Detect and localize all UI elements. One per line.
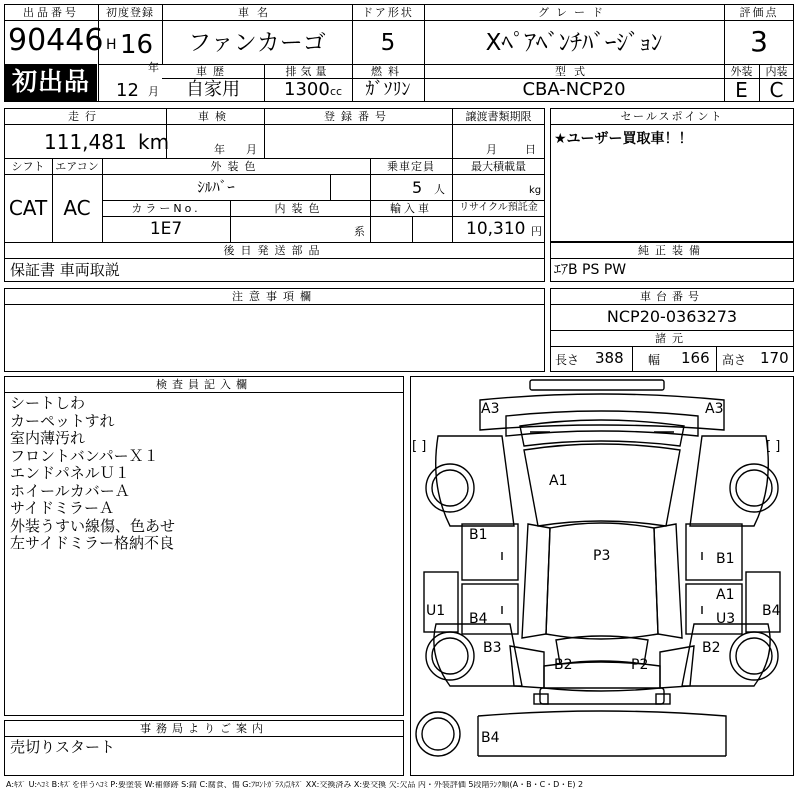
inspector-note: 外装うすい線傷、色あせ	[10, 516, 176, 535]
first-registration-label: 初度登録	[106, 6, 154, 19]
score: 3	[750, 25, 768, 58]
mark-u1: U1	[426, 603, 446, 619]
inspector-note: シートしわ	[10, 394, 86, 412]
mark-a3-right: A3	[705, 401, 724, 417]
door-label: ドア形状	[362, 6, 414, 19]
inspection-year-unit: 年	[214, 143, 225, 156]
inspector-note: 左サイドミラー格納不良	[10, 534, 174, 552]
inspector-note: カーペットすれ	[10, 411, 115, 430]
inspector-note: サイドミラーＡ	[10, 499, 114, 517]
color-number: 1E7	[149, 219, 183, 239]
reg-month-unit: 月	[148, 85, 159, 98]
mileage-unit: km	[138, 130, 170, 154]
chassis-label: 車台番号	[640, 290, 704, 303]
capacity: 5	[412, 178, 423, 197]
car-name-label: 車名	[238, 6, 276, 19]
color-label: 外装色	[210, 160, 262, 173]
recycle-fee: 10,310	[466, 219, 526, 239]
grade: Xﾍﾟｱﾍﾞﾝﾁﾊﾞｰｼﾞｮﾝ	[485, 30, 663, 56]
interior-color-unit: 系	[354, 225, 365, 238]
mark-b4-right: B4	[762, 603, 781, 619]
notes-label: 注意事項欄	[232, 290, 317, 303]
reg-year-unit: 年	[148, 61, 159, 74]
dimensions-label: 諸元	[655, 332, 689, 345]
model-label: 型式	[555, 65, 593, 78]
chassis-number: NCP20-0363273	[606, 307, 738, 326]
accessories: 保証書 車両取説	[10, 261, 120, 279]
interior-color-label: 内装色	[274, 202, 326, 215]
ext-grade: E	[735, 78, 748, 102]
equipment-label: 純正装備	[638, 244, 706, 257]
width: 166	[681, 349, 710, 367]
first-listing-text: 初出品	[11, 67, 90, 96]
lot-number-label: 出品番号	[23, 6, 79, 19]
model: CBA-NCP20	[522, 79, 626, 100]
equipment: ｴｱB PS PW	[554, 262, 627, 278]
car-name: ファンカーゴ	[188, 30, 326, 56]
lot-number: 90446	[8, 23, 104, 58]
mark-b2-left: B2	[554, 657, 573, 673]
recycle-label: リサイクル預託金	[459, 202, 538, 213]
mark-a1-top: A1	[549, 473, 568, 489]
inspector-notes-list	[10, 396, 400, 554]
mark-a1-right: A1	[716, 587, 735, 603]
color-number-label: カラーNo.	[131, 202, 201, 215]
displacement-unit: cc	[330, 85, 343, 98]
mark-p2: P2	[631, 657, 649, 673]
mark-u3: U3	[716, 611, 736, 627]
length-label: 長さ	[555, 353, 580, 367]
car-outline-diagram	[410, 376, 794, 776]
bracket-left: [ ]	[412, 439, 427, 454]
int-grade: C	[769, 78, 784, 102]
history-label: 車歴	[196, 65, 230, 78]
mark-b2-right: B2	[702, 640, 721, 656]
fuel-label: 燃料	[371, 65, 405, 78]
mark-b4-left: B4	[469, 611, 488, 627]
mark-a3-left: A3	[481, 401, 500, 417]
shift: CAT	[8, 196, 48, 220]
transfer-day-unit: 日	[525, 143, 536, 156]
int-grade-label: 内装	[765, 65, 788, 78]
mileage: 111,481	[44, 130, 127, 154]
history: 自家用	[186, 79, 240, 100]
ac: AC	[63, 196, 91, 220]
recycle-unit: 円	[531, 225, 542, 238]
sales-point: ★ユーザー買取車！！	[554, 131, 693, 147]
inspector-note: ホイールカバーＡ	[10, 481, 130, 500]
score-label: 評価点	[739, 6, 779, 19]
grade-label: グレード	[538, 6, 610, 19]
inspector-note: フロントバンパーＸ１	[10, 446, 159, 465]
bracket-right: [ ]	[766, 439, 781, 454]
office-label: 事務局よりご案内	[140, 722, 268, 735]
doors: 5	[380, 30, 396, 56]
accessories-label: 後日発送部品	[223, 244, 326, 257]
fuel: ｶﾞｿﾘﾝ	[365, 79, 411, 100]
capacity-label: 乗車定員	[387, 160, 435, 173]
mark-b1-left: B1	[469, 527, 488, 543]
inspector-label: 検査員記入欄	[156, 378, 252, 391]
mark-b1-right: B1	[716, 551, 735, 567]
max-load-unit: kg	[529, 185, 542, 196]
mark-b3: B3	[483, 640, 502, 656]
shift-label: シフト	[11, 160, 45, 173]
inspection-label: 車検	[198, 110, 232, 123]
max-load-label: 最大積載量	[471, 160, 526, 173]
exterior-color: ｼﾙﾊﾞｰ	[197, 178, 235, 196]
displacement-label: 排気量	[285, 65, 331, 78]
reg-number-label: 登録番号	[324, 110, 392, 123]
transfer-month-unit: 月	[486, 143, 497, 156]
inspector-note: 室内薄汚れ	[10, 429, 86, 447]
mileage-label: 走行	[68, 110, 102, 123]
inspector-note: エンドパネルＵ１	[10, 464, 130, 482]
height: 170	[760, 349, 789, 367]
inspection-month-unit: 月	[246, 143, 257, 156]
width-label: 幅	[648, 353, 661, 367]
height-label: 高さ	[722, 353, 747, 367]
office-text: 売切りスタート	[10, 738, 116, 756]
ac-label: エアコン	[55, 160, 99, 173]
displacement: 1300	[284, 79, 330, 100]
era: H	[106, 37, 117, 53]
reg-month: 12	[116, 80, 139, 101]
capacity-unit: 人	[434, 183, 445, 196]
length: 388	[595, 349, 624, 367]
mark-p3: P3	[593, 548, 611, 564]
transfer-deadline-label: 譲渡書類期限	[465, 110, 532, 123]
import-label: 輸入車	[390, 202, 432, 215]
sales-point-block	[550, 108, 794, 242]
reg-year: 16	[120, 30, 154, 60]
damage-legend: A:ｷｽﾞ U:ﾍｺﾐ B:ｷｽﾞを伴うﾍｺﾐ P:要塗装 W:補修跡 S:錆 C:腐食、傷 G:ﾌﾛﾝﾄｶﾞﾗｽ点ｷｽﾞ XX:交換済み X:要交換 欠:欠品 内・外装評価 5段階ﾗﾝｸ順(A・B・C・D・E) 2	[6, 781, 584, 789]
sales-point-label: セールスポイント	[620, 110, 724, 123]
ext-grade-label: 外装	[730, 65, 753, 78]
mark-b4-bottom: B4	[481, 730, 500, 746]
